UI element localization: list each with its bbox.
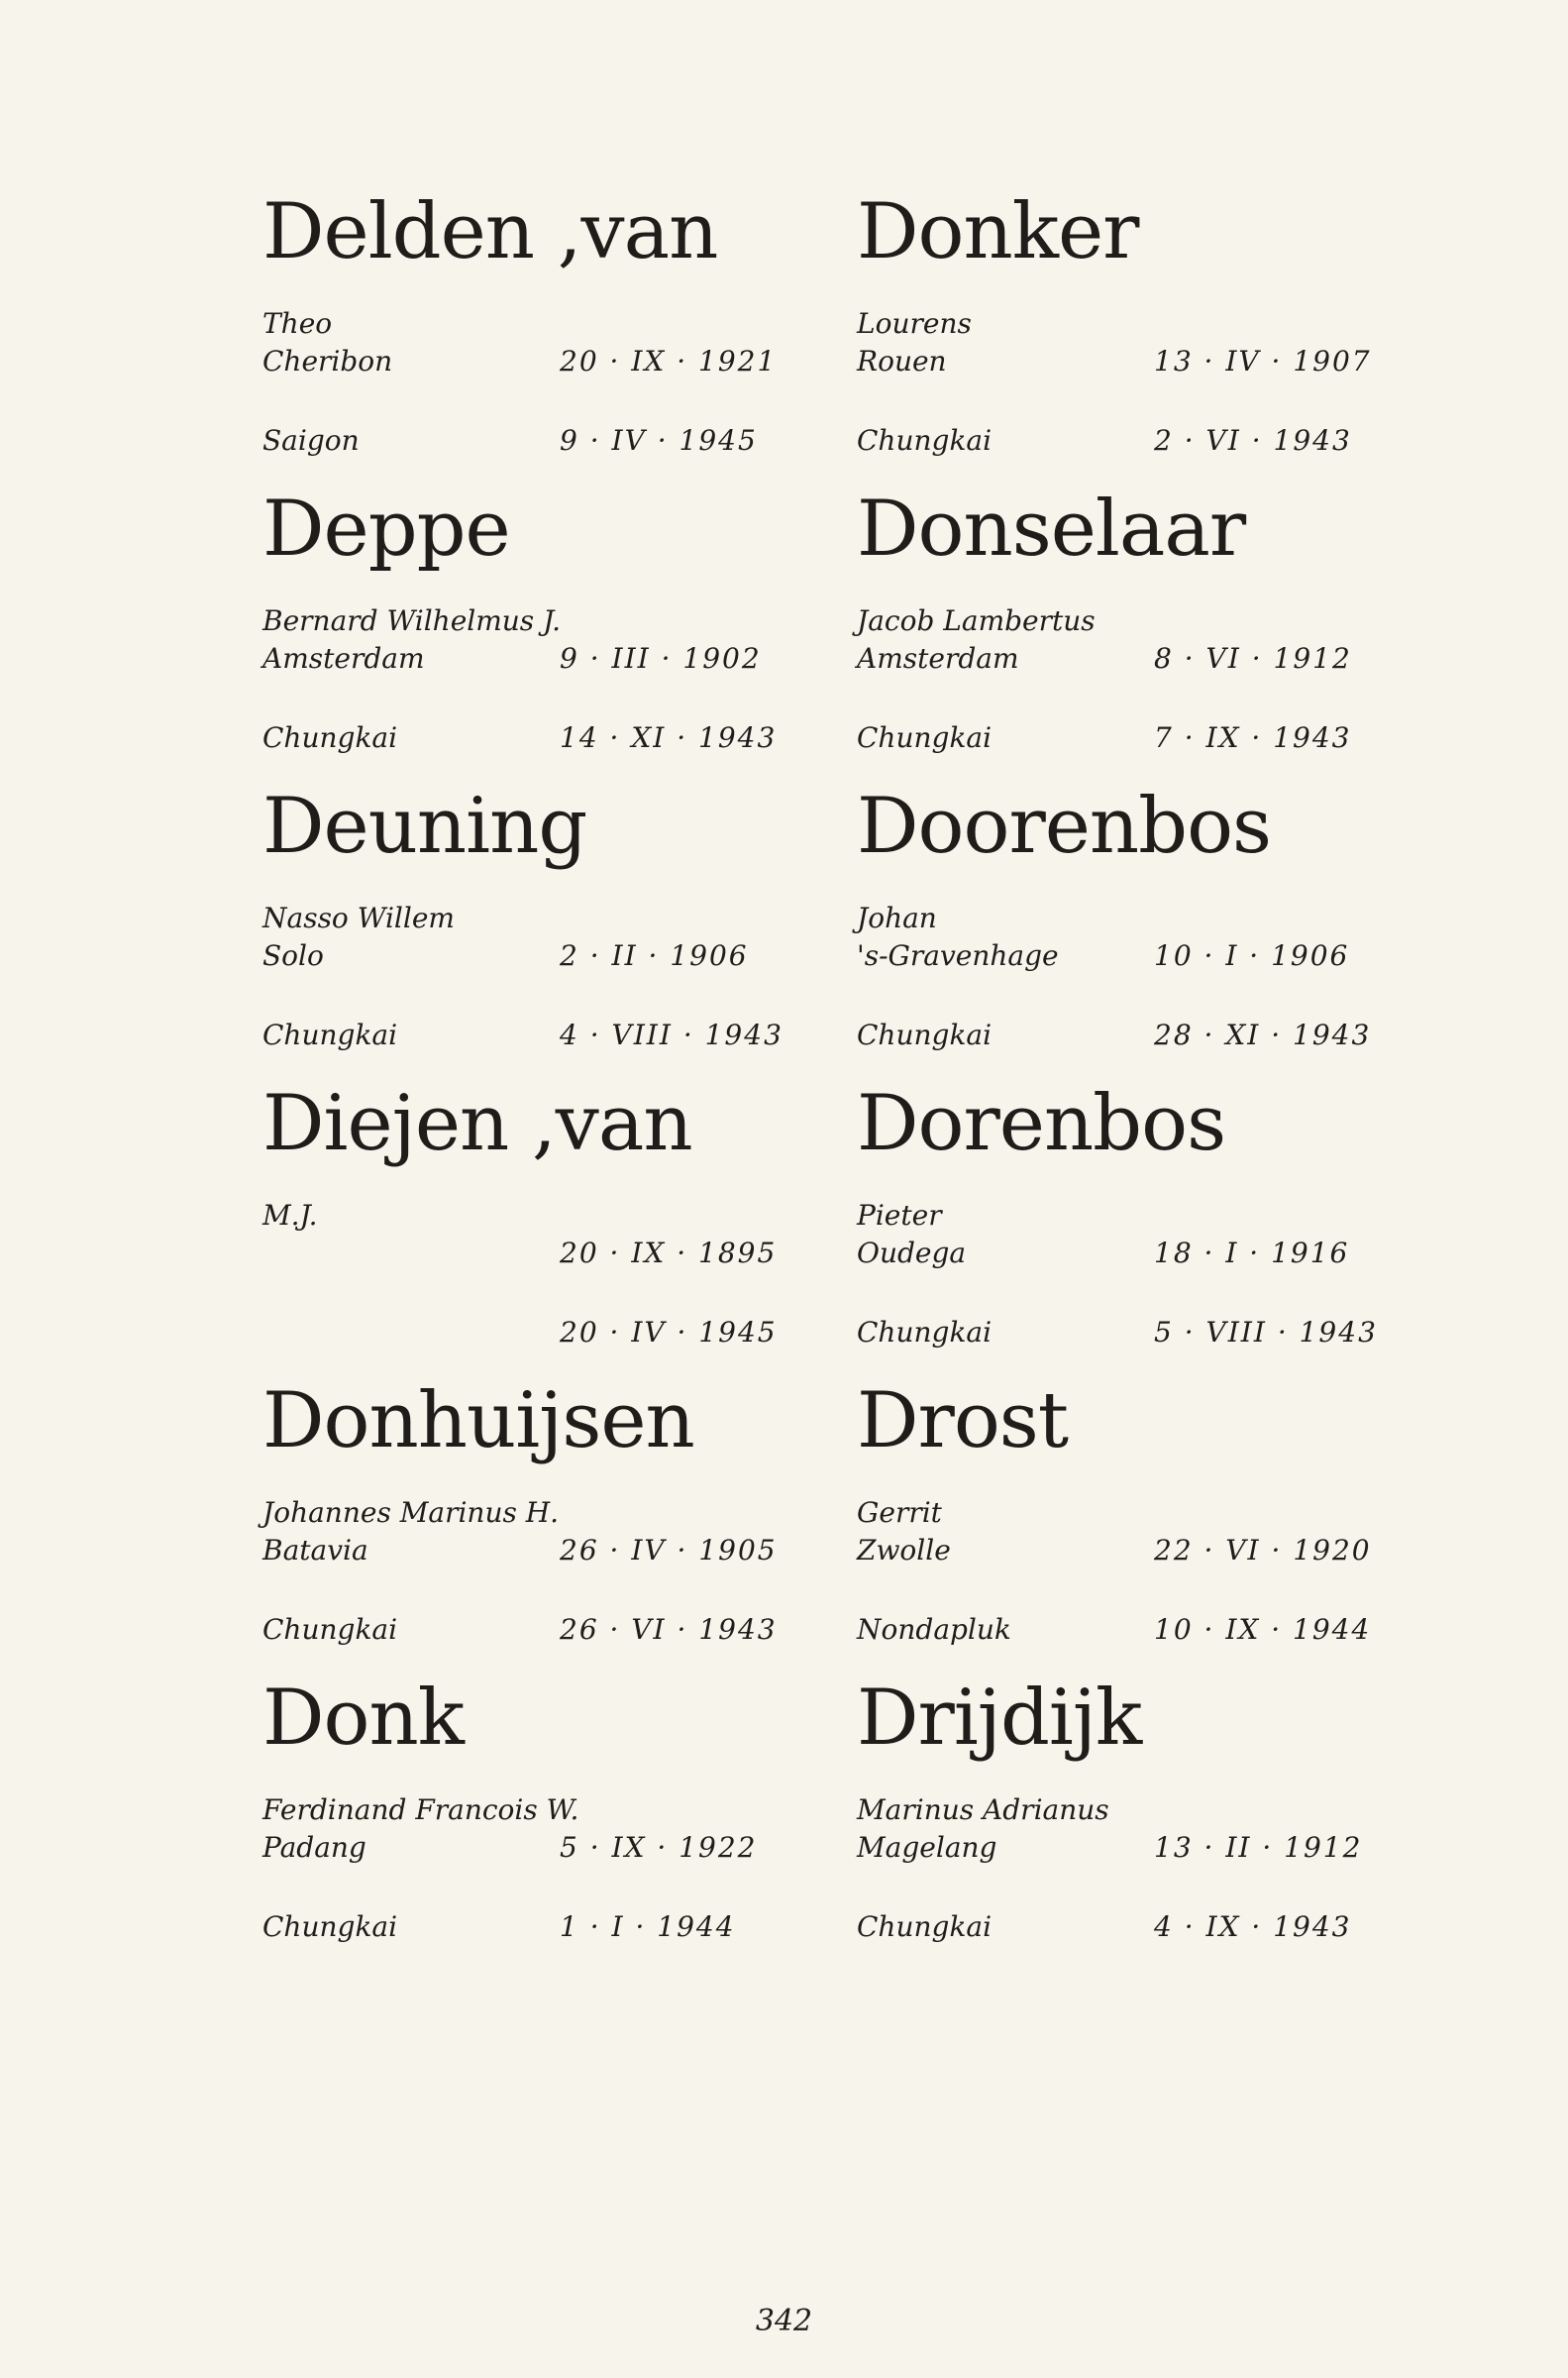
death-date: 20 · IV · 1945	[560, 1316, 778, 1349]
birth-place: Zwolle	[857, 1534, 951, 1567]
given-names: Nasso Willem	[262, 902, 455, 934]
birth-date: 13 · IV · 1907	[1154, 345, 1372, 378]
death-place: Chungkai	[262, 1910, 398, 1943]
death-row	[857, 718, 1411, 758]
birth-row	[262, 342, 817, 381]
birth-place: Cheribon	[262, 345, 393, 378]
birth-row	[262, 639, 817, 679]
birth-date: 20 · IX · 1895	[560, 1237, 778, 1269]
surname: Doorenbos	[857, 782, 1272, 871]
name-entry	[262, 187, 817, 490]
birth-place: Magelang	[857, 1831, 997, 1864]
birth-place: Rouen	[857, 345, 947, 378]
death-place: Nondapluk	[857, 1613, 1011, 1646]
surname: Dorenbos	[857, 1079, 1226, 1168]
surname: Deppe	[262, 485, 510, 574]
name-entry	[262, 1079, 817, 1382]
name-entry	[262, 1674, 817, 1977]
birth-row	[857, 1828, 1411, 1868]
death-place: Chungkai	[262, 1019, 398, 1051]
surname: Donker	[857, 187, 1139, 276]
surname: Donselaar	[857, 485, 1246, 574]
name-entry	[857, 1079, 1411, 1382]
death-date: 7 · IX · 1943	[1154, 721, 1352, 754]
birth-row	[857, 936, 1411, 976]
given-names: Lourens	[857, 307, 972, 340]
birth-date: 8 · VI · 1912	[1154, 642, 1352, 675]
birth-place: Batavia	[262, 1534, 368, 1567]
death-place: Saigon	[262, 424, 360, 457]
death-place: Chungkai	[857, 1019, 993, 1051]
birth-row	[262, 1234, 817, 1273]
death-place: Chungkai	[857, 1910, 993, 1943]
death-row	[262, 1610, 817, 1650]
death-date: 14 · XI · 1943	[560, 721, 778, 754]
death-row	[262, 421, 817, 461]
given-names: M.J.	[262, 1199, 318, 1232]
surname: Drijdijk	[857, 1674, 1142, 1763]
birth-place: Solo	[262, 939, 324, 972]
birth-place: Amsterdam	[262, 642, 425, 675]
birth-date: 22 · VI · 1920	[1154, 1534, 1372, 1567]
birth-date: 5 · IX · 1922	[560, 1831, 758, 1864]
birth-row	[262, 936, 817, 976]
death-date: 10 · IX · 1944	[1154, 1613, 1372, 1646]
birth-place: Oudega	[857, 1237, 967, 1269]
birth-date: 13 · II · 1912	[1154, 1831, 1363, 1864]
birth-place: Padang	[262, 1831, 366, 1864]
name-entry	[857, 1376, 1411, 1679]
birth-date: 18 · I · 1916	[1154, 1237, 1350, 1269]
death-date: 2 · VI · 1943	[1154, 424, 1352, 457]
name-entry	[857, 485, 1411, 788]
death-date: 26 · VI · 1943	[560, 1613, 778, 1646]
death-row	[262, 1907, 817, 1947]
name-entry	[857, 187, 1411, 490]
death-row	[857, 1313, 1411, 1352]
birth-row	[262, 1828, 817, 1868]
death-date: 4 · IX · 1943	[1154, 1910, 1352, 1943]
birth-date: 10 · I · 1906	[1154, 939, 1350, 972]
death-row	[857, 1610, 1411, 1650]
given-names: Marinus Adrianus	[857, 1793, 1109, 1826]
given-names: Johannes Marinus H.	[262, 1496, 560, 1529]
surname: Donhuijsen	[262, 1376, 694, 1465]
birth-date: 9 · III · 1902	[560, 642, 762, 675]
birth-place: 's-Gravenhage	[857, 939, 1059, 972]
given-names: Pieter	[857, 1199, 942, 1232]
birth-date: 20 · IX · 1921	[560, 345, 778, 378]
death-row	[857, 1016, 1411, 1055]
birth-date: 26 · IV · 1905	[560, 1534, 778, 1567]
death-row	[262, 1313, 817, 1352]
birth-row	[857, 1531, 1411, 1570]
death-row	[262, 718, 817, 758]
death-row	[857, 1907, 1411, 1947]
name-entry	[857, 1674, 1411, 1977]
surname: Donk	[262, 1674, 464, 1763]
death-date: 1 · I · 1944	[560, 1910, 736, 1943]
right-column	[857, 187, 1411, 1977]
death-place: Chungkai	[857, 1316, 993, 1349]
given-names: Theo	[262, 307, 333, 340]
death-row	[262, 1016, 817, 1055]
birth-row	[262, 1531, 817, 1570]
death-date: 4 · VIII · 1943	[560, 1019, 784, 1051]
death-place: Chungkai	[857, 424, 993, 457]
death-date: 9 · IV · 1945	[560, 424, 758, 457]
birth-row	[857, 639, 1411, 679]
surname: Drost	[857, 1376, 1069, 1465]
name-entry	[262, 485, 817, 788]
birth-place: Amsterdam	[857, 642, 1019, 675]
surname: Delden ,van	[262, 187, 718, 276]
given-names: Ferdinand Francois W.	[262, 1793, 579, 1826]
surname: Diejen ,van	[262, 1079, 692, 1168]
death-date: 5 · VIII · 1943	[1154, 1316, 1378, 1349]
birth-row	[857, 1234, 1411, 1273]
birth-row	[857, 342, 1411, 381]
given-names: Johan	[857, 902, 937, 934]
left-column	[262, 187, 817, 1977]
page-number: 342	[755, 2304, 813, 2338]
name-entry	[262, 1376, 817, 1679]
birth-date: 2 · II · 1906	[560, 939, 749, 972]
death-row	[857, 421, 1411, 461]
death-place: Chungkai	[857, 721, 993, 754]
given-names: Bernard Wilhelmus J.	[262, 604, 562, 637]
given-names: Jacob Lambertus	[857, 604, 1096, 637]
surname: Deuning	[262, 782, 587, 871]
death-place: Chungkai	[262, 1613, 398, 1646]
death-place: Chungkai	[262, 721, 398, 754]
given-names: Gerrit	[857, 1496, 942, 1529]
name-entry	[262, 782, 817, 1085]
death-date: 28 · XI · 1943	[1154, 1019, 1372, 1051]
name-entry	[857, 782, 1411, 1085]
